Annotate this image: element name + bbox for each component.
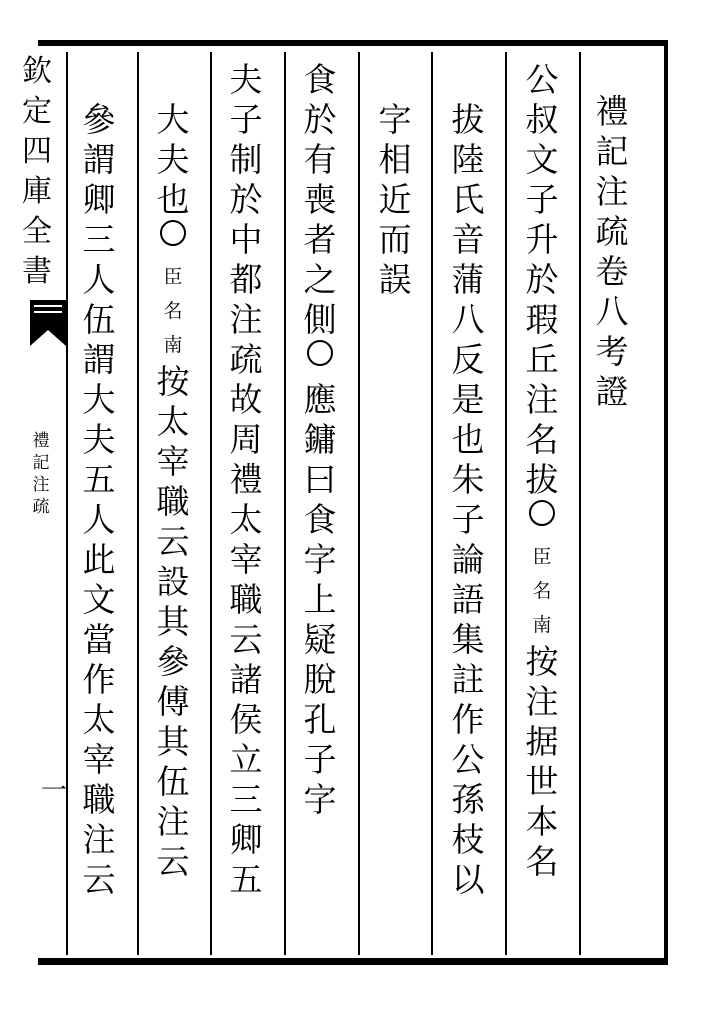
column-rule: [137, 52, 139, 955]
text-char: 世: [525, 762, 559, 801]
text-char: 立: [229, 740, 263, 779]
text-char: 職: [156, 482, 190, 521]
text-char: 有: [303, 140, 337, 179]
text-char: 字: [303, 540, 337, 579]
text-char: 子: [525, 180, 559, 219]
text-char: 作: [82, 660, 116, 699]
text-char: 也: [451, 420, 485, 459]
text-char: 都: [229, 260, 263, 299]
text-char: [529, 500, 555, 540]
text-char: 拔: [451, 100, 485, 139]
book-title-char: 書: [22, 254, 52, 289]
text-char: 升: [525, 220, 559, 259]
column-rule: [66, 52, 68, 955]
text-char: 卿: [82, 180, 116, 219]
text-char: 應: [303, 380, 337, 419]
text-column-4: [373, 100, 417, 300]
text-char: 孔: [303, 700, 337, 739]
text-char: 蒲: [451, 260, 485, 299]
text-char: 云: [82, 860, 116, 899]
text-char: 職: [229, 580, 263, 619]
book-title-char: 定: [22, 94, 52, 129]
text-char: 注: [525, 380, 559, 419]
book-title-char: 欽: [22, 54, 52, 89]
side-label-char: 注: [32, 475, 50, 495]
text-char: 子: [303, 740, 337, 779]
text-char: 太: [156, 402, 190, 441]
text-char: 謂: [82, 340, 116, 379]
text-char: 五: [82, 460, 116, 499]
text-char: 宰: [82, 740, 116, 779]
text-char: 瑕: [525, 300, 559, 339]
text-char: 本: [525, 802, 559, 841]
text-char: 於: [303, 100, 337, 139]
side-label-char: 疏: [32, 497, 50, 517]
text-char: 設: [156, 562, 190, 601]
text-char: 拔: [525, 460, 559, 499]
text-char: 五: [229, 860, 263, 899]
side-label-vertical: [28, 430, 54, 518]
text-char: 於: [525, 260, 559, 299]
text-char: 人: [82, 260, 116, 299]
fish-tail-mark-icon: [30, 300, 66, 346]
text-char: 按: [156, 362, 190, 401]
text-char: 相: [378, 140, 412, 179]
circle-mark-icon: [529, 500, 555, 526]
text-char: [307, 340, 333, 380]
text-char: 禮: [595, 92, 629, 131]
text-char: 陸: [451, 140, 485, 179]
text-char: 職: [82, 780, 116, 819]
text-char: 云: [229, 620, 263, 659]
text-char: 八: [595, 292, 629, 331]
column-rule: [505, 52, 507, 955]
circle-mark-icon: [160, 220, 186, 246]
text-char: 傅: [156, 682, 190, 721]
text-char: 禮: [229, 460, 263, 499]
text-char: 丘: [525, 340, 559, 379]
text-char: 公: [525, 60, 559, 99]
text-char: 註: [451, 660, 485, 699]
text-char: 三: [229, 780, 263, 819]
text-char: 宰: [156, 442, 190, 481]
text-char: 疏: [595, 212, 629, 251]
text-char: 伍: [156, 762, 190, 801]
column-rule: [284, 52, 286, 955]
text-char: 侯: [229, 700, 263, 739]
text-char: 誤: [378, 260, 412, 299]
text-char: 云: [156, 842, 190, 881]
circle-mark-icon: [307, 340, 333, 366]
text-char: 語: [451, 580, 485, 619]
column-rule: [358, 52, 360, 955]
text-char: 臣: [532, 546, 552, 568]
text-column-6: [224, 60, 268, 900]
book-title-char: 四: [22, 134, 52, 169]
text-char: 八: [451, 300, 485, 339]
book-title-vertical: [22, 52, 52, 292]
text-char: 參: [82, 100, 116, 139]
text-char: 音: [451, 220, 485, 259]
text-char: 當: [82, 620, 116, 659]
text-char: 文: [82, 580, 116, 619]
text-column-5: [298, 60, 342, 820]
text-char: 卷: [595, 252, 629, 291]
text-char: 南: [163, 334, 183, 356]
book-title-char: 全: [22, 214, 52, 249]
text-char: 集: [451, 620, 485, 659]
text-char: 是: [451, 380, 485, 419]
text-char: 鏞: [303, 420, 337, 459]
text-char: 子: [229, 100, 263, 139]
text-char: 注: [525, 682, 559, 721]
text-char: 名: [532, 580, 552, 602]
text-char: 注: [156, 802, 190, 841]
text-char: 者: [303, 220, 337, 259]
text-char: 諸: [229, 660, 263, 699]
text-char: 夫: [82, 420, 116, 459]
text-char: 周: [229, 420, 263, 459]
text-char: 脫: [303, 660, 337, 699]
text-char: 其: [156, 722, 190, 761]
text-char: 据: [525, 722, 559, 761]
text-char: 其: [156, 602, 190, 641]
text-char: 於: [229, 180, 263, 219]
text-char: 夫: [229, 60, 263, 99]
text-char: [160, 220, 186, 260]
text-char: 氏: [451, 180, 485, 219]
text-char: 近: [378, 180, 412, 219]
text-char: 論: [451, 540, 485, 579]
text-char: 制: [229, 140, 263, 179]
text-char: 考: [595, 332, 629, 371]
page-frame: [38, 40, 668, 965]
text-char: 按: [525, 642, 559, 681]
text-char: 而: [378, 220, 412, 259]
text-char: 注: [82, 820, 116, 859]
text-char: 食: [303, 500, 337, 539]
text-char: 公: [451, 740, 485, 779]
text-char: 之: [303, 260, 337, 299]
text-char: 記: [595, 132, 629, 171]
text-column-7: [151, 100, 195, 882]
text-char: 食: [303, 60, 337, 99]
text-char: 伍: [82, 300, 116, 339]
text-char: 大: [156, 100, 190, 139]
text-char: 字: [303, 780, 337, 819]
text-char: 證: [595, 372, 629, 411]
text-char: 南: [532, 614, 552, 636]
text-char: 中: [229, 220, 263, 259]
text-char: 文: [525, 140, 559, 179]
text-char: 作: [451, 700, 485, 739]
text-char: 人: [82, 500, 116, 539]
text-char: 反: [451, 340, 485, 379]
text-char: 此: [82, 540, 116, 579]
text-char: 參: [156, 642, 190, 681]
page-number: 一: [40, 776, 67, 806]
text-char: 字: [378, 100, 412, 139]
side-label-char: 記: [32, 453, 50, 473]
text-char: 臣: [163, 266, 183, 288]
text-char: 孫: [451, 780, 485, 819]
text-char: 名: [525, 420, 559, 459]
text-char: 疑: [303, 620, 337, 659]
text-char: 子: [451, 500, 485, 539]
text-char: 太: [229, 500, 263, 539]
text-column-3: [446, 100, 490, 900]
text-char: 注: [595, 172, 629, 211]
text-char: 也: [156, 180, 190, 219]
text-column-1: [590, 92, 634, 412]
text-char: 疏: [229, 340, 263, 379]
text-char: 叔: [525, 100, 559, 139]
text-char: 謂: [82, 140, 116, 179]
text-char: 卿: [229, 820, 263, 859]
text-char: 名: [525, 842, 559, 881]
text-char: 側: [303, 300, 337, 339]
text-char: 枝: [451, 820, 485, 859]
text-char: 云: [156, 522, 190, 561]
text-column-2: [520, 60, 564, 882]
side-label-char: 禮: [32, 431, 50, 451]
text-column-8: [77, 100, 121, 900]
text-char: 名: [163, 300, 183, 322]
text-char: 上: [303, 580, 337, 619]
text-char: 朱: [451, 460, 485, 499]
text-char: 太: [82, 700, 116, 739]
text-char: 曰: [303, 460, 337, 499]
text-char: 故: [229, 380, 263, 419]
text-char: 夫: [156, 140, 190, 179]
text-char: 宰: [229, 540, 263, 579]
book-title-char: 庫: [22, 174, 52, 209]
column-rule: [431, 52, 433, 955]
column-rule: [579, 52, 581, 955]
text-char: 喪: [303, 180, 337, 219]
text-char: 大: [82, 380, 116, 419]
text-char: 注: [229, 300, 263, 339]
column-rule: [210, 52, 212, 955]
text-char: 以: [451, 860, 485, 899]
text-char: 三: [82, 220, 116, 259]
